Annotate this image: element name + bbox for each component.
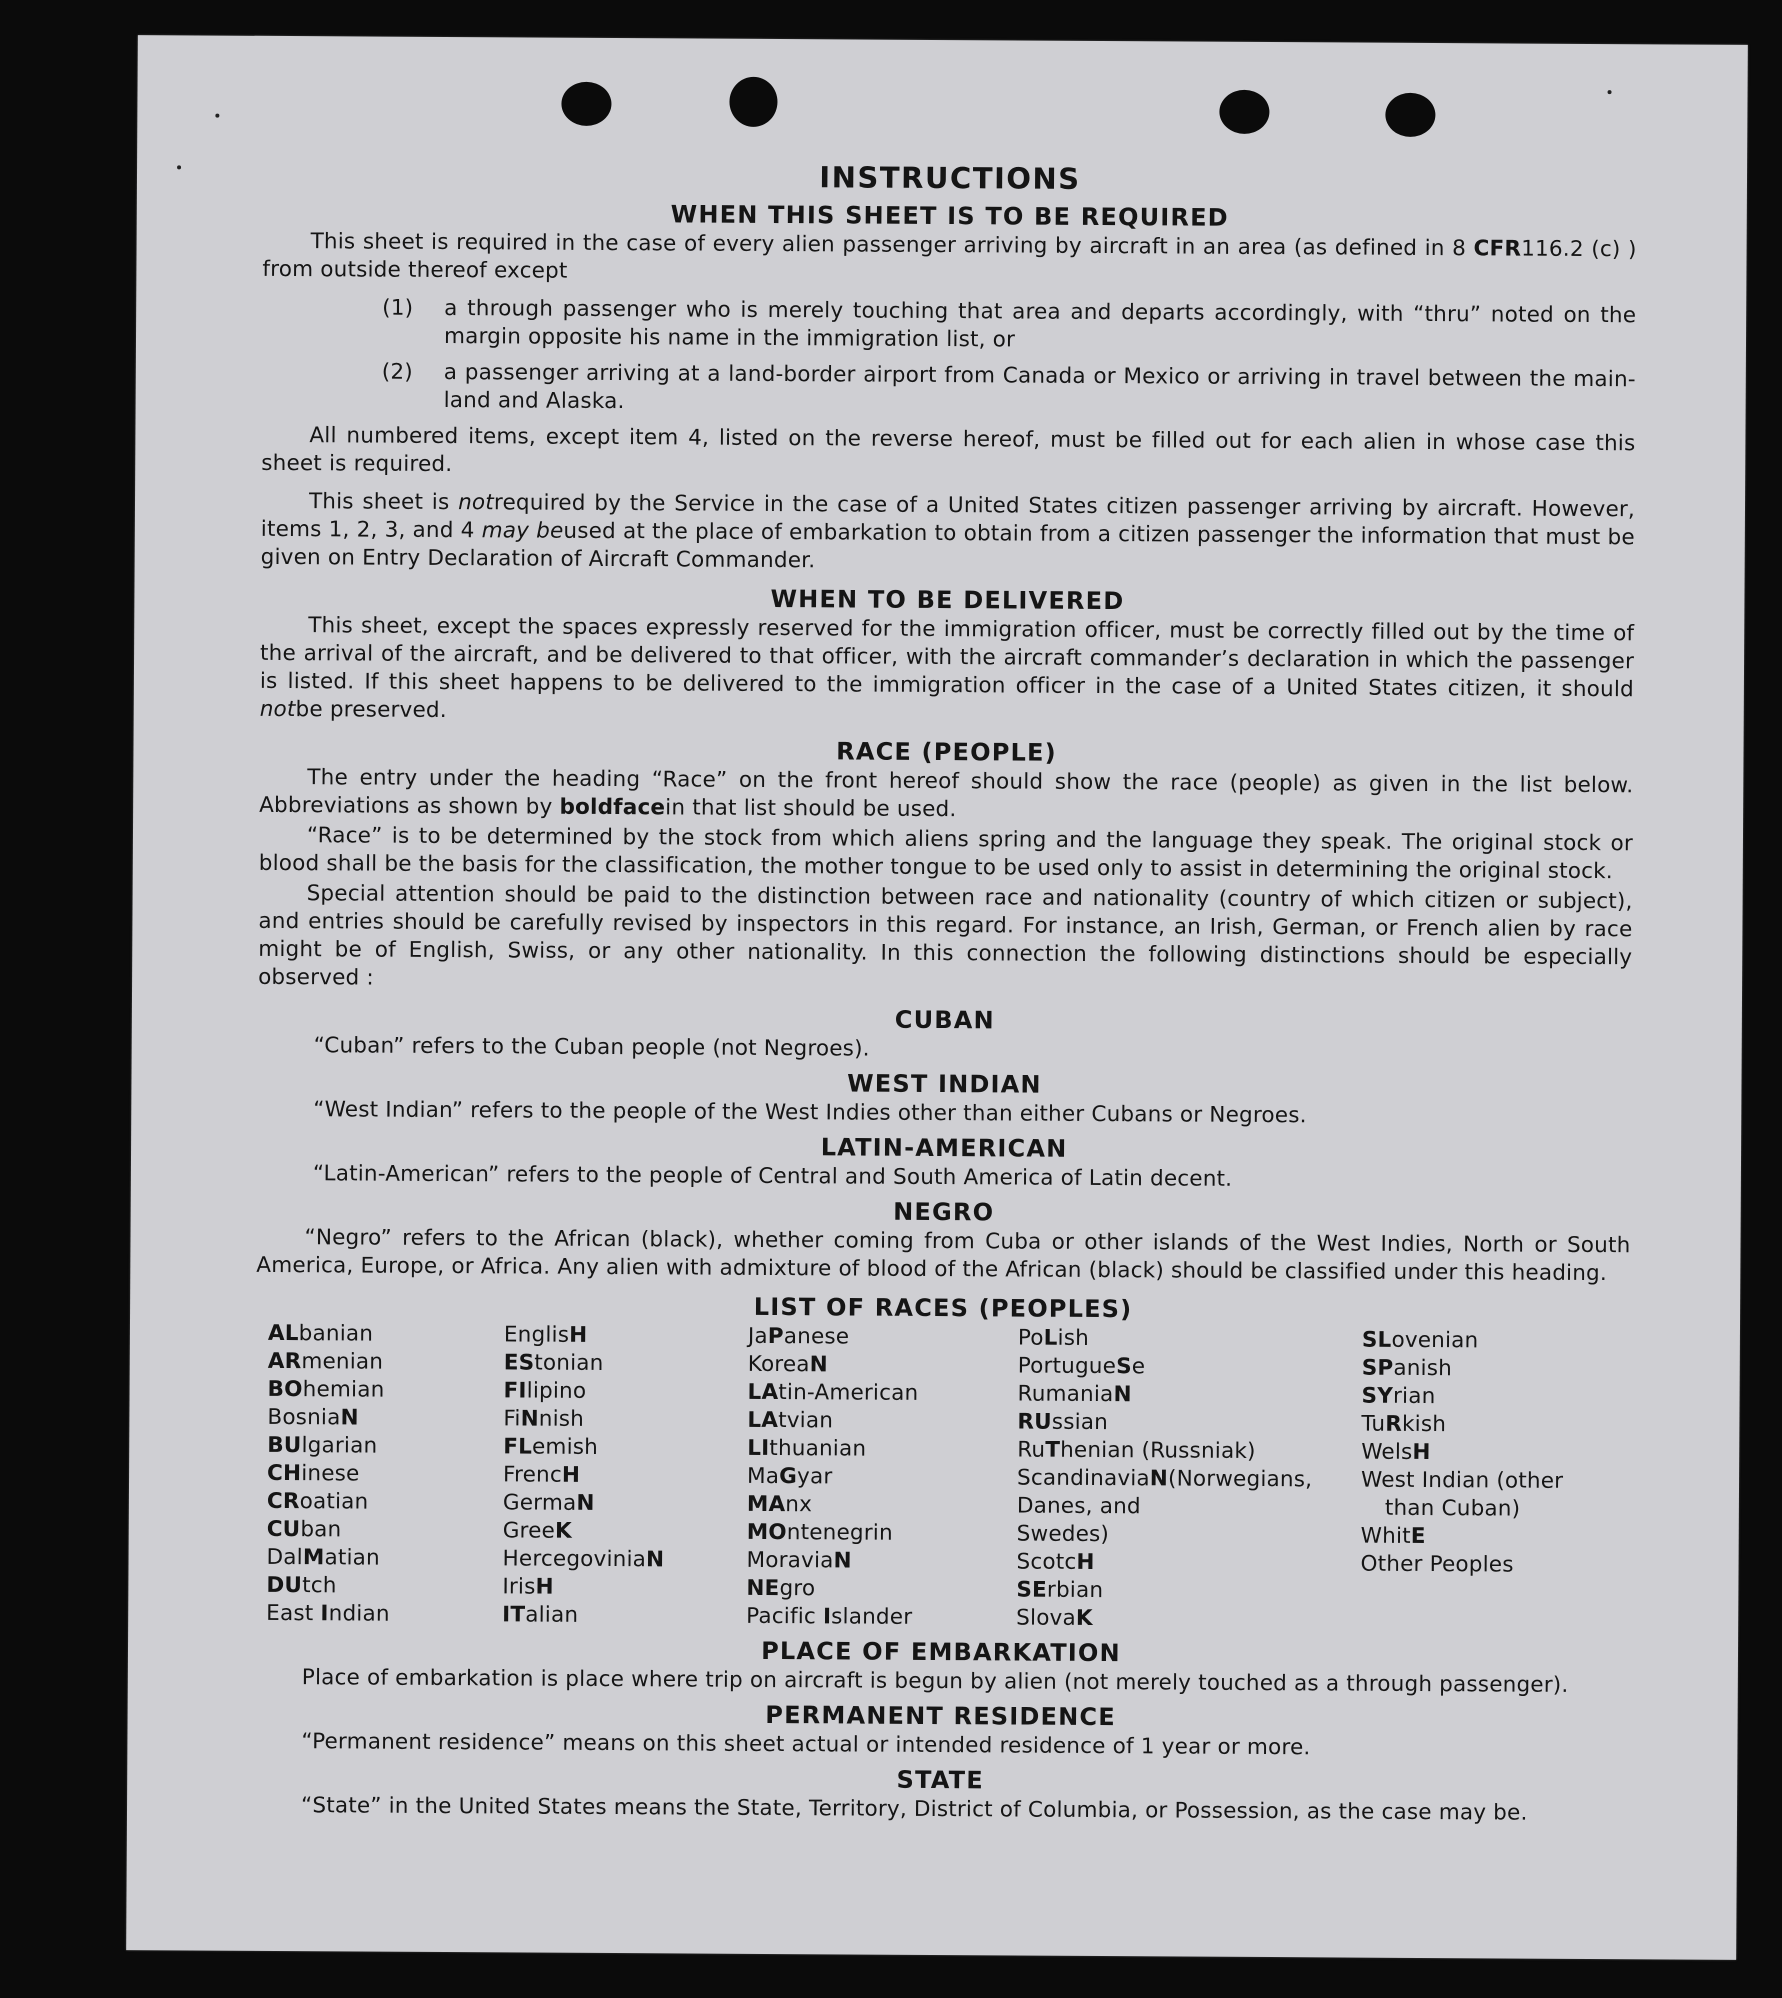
race-text: Englis (503, 1322, 570, 1348)
race-text: thuanian (769, 1435, 867, 1462)
race-text: emish (531, 1434, 599, 1460)
race-text: Frenc (502, 1462, 563, 1488)
race-text: Ma (746, 1463, 780, 1490)
speck (177, 165, 181, 169)
race-text: lgarian (301, 1433, 378, 1459)
race-entry (1360, 1551, 1620, 1581)
race-entry (1017, 1408, 1361, 1438)
section-heading: RACE (PEOPLE) (836, 737, 1057, 767)
race-abbrev: SP (1361, 1355, 1394, 1381)
punch-hole (1385, 93, 1435, 137)
race-entry (503, 1405, 747, 1434)
race-text: henian (Russniak) (1060, 1437, 1256, 1464)
race-text: Germa (502, 1490, 577, 1516)
race-entry (266, 1600, 502, 1629)
race-text: East (266, 1600, 321, 1627)
race-entry (747, 1379, 1017, 1409)
race-abbrev: K (554, 1518, 572, 1544)
paragraph: All numbered items, except item 4, listed on the reverse hereof, must be filled out for each alien in whose case this sheet is required. (261, 423, 1636, 478)
item-text: a passenger arriving at a land-border airport from Canada or Mexico or arriving in travel between the main-land and Alaska. (443, 359, 1636, 415)
race-entry (746, 1603, 1016, 1633)
race-text: inese (301, 1461, 360, 1487)
paragraph (261, 488, 1635, 580)
race-abbrev: N (520, 1406, 539, 1432)
race-abbrev: M (302, 1545, 325, 1571)
race-abbrev: BU (267, 1432, 302, 1459)
race-text: Scotc (1016, 1549, 1077, 1575)
race-text: Scandinavia (1016, 1465, 1150, 1492)
definition-text: “Permanent residence” means on this sheet actual or intended residence of 1 year or more. (301, 1729, 1311, 1761)
race-text: Korea (747, 1351, 810, 1378)
race-abbrev: I (320, 1601, 329, 1627)
race-entry (1017, 1464, 1361, 1494)
race-text: Gree (502, 1518, 556, 1544)
race-column (266, 1320, 504, 1629)
punch-hole (561, 82, 611, 126)
paragraph: Special attention should be paid to the distinction between race and nationality (country of which citizen or subject), and entries should be carefully revised by inspectors in this regard. For instance, an Irish, German, or French alien by race might be of English, Swiss, or any other nationality. In this connection the following distinctions should be especially observed : (258, 881, 1633, 991)
race-entry (268, 1348, 504, 1377)
race-abbrev: N (340, 1405, 359, 1431)
race-text: anese (783, 1324, 850, 1350)
section-heading: PLACE OF EMBARKATION (761, 1636, 1121, 1668)
race-entry (747, 1463, 1017, 1493)
race-entry (1017, 1520, 1361, 1550)
race-text: oatian (299, 1489, 369, 1515)
section-heading: CUBAN (894, 1005, 995, 1035)
race-abbrev: SY (1361, 1383, 1394, 1409)
section-heading: LIST OF RACES (PEOPLES) (753, 1292, 1133, 1324)
race-text: yar (796, 1464, 833, 1490)
race-column (746, 1323, 1018, 1633)
race-entry (504, 1321, 748, 1350)
race-abbrev: S (1116, 1354, 1132, 1380)
bold-text: CFR (1473, 236, 1522, 262)
race-text: ndian (328, 1601, 390, 1627)
race-abbrev: MO (746, 1519, 787, 1546)
race-abbrev: L (1043, 1325, 1058, 1351)
section-heading: PERMANENT RESIDENCE (765, 1700, 1116, 1732)
definition-text: “Latin-American” refers to the people of Central and South America of Latin decent. (312, 1161, 1233, 1192)
race-entry (747, 1491, 1017, 1521)
race-entry (748, 1351, 1018, 1381)
race-entry (504, 1377, 748, 1406)
race-text: (Norwegians, (1167, 1466, 1313, 1493)
race-text: slander (831, 1604, 913, 1630)
race-text: Portugue (1017, 1353, 1117, 1380)
text: This sheet is (308, 489, 459, 516)
race-abbrev: AR (267, 1348, 302, 1375)
race-abbrev: FL (503, 1434, 533, 1460)
paragraph (262, 228, 1636, 292)
speck (1608, 90, 1612, 94)
race-text: Swedes) (1016, 1521, 1110, 1548)
race-abbrev: E (1410, 1523, 1426, 1549)
race-text: tonian (534, 1350, 604, 1376)
race-entry (1016, 1548, 1360, 1578)
race-text: tch (302, 1573, 337, 1599)
text: The entry under the heading “Race” on the front hereof should show the race (people) as given in the list below. Abbreviations as shown by (259, 765, 1634, 820)
race-abbrev: H (535, 1574, 554, 1600)
race-text: Po (1017, 1325, 1044, 1351)
definition-text: “Negro” refers to the African (black), whether coming from Cuba or other islands of the West Indies, North or South America, Europe, or Africa. Any alien with admixture of blood of the African (black) should be classified under this heading. (256, 1225, 1631, 1287)
race-entry (1017, 1492, 1361, 1522)
race-text: Iris (502, 1574, 536, 1600)
section-heading: WHEN TO BE DELIVERED (770, 584, 1125, 616)
race-abbrev: LI (747, 1435, 770, 1461)
definition-text: Place of embarkation is place where trip on aircraft is begun by alien (not merely touched as a through passenger). (301, 1665, 1569, 1698)
race-abbrev: N (1113, 1382, 1132, 1408)
race-entry (504, 1349, 748, 1378)
race-abbrev: BO (267, 1376, 303, 1403)
item-number: (2) (381, 359, 413, 385)
race-abbrev: I (822, 1604, 832, 1630)
race-entry (267, 1488, 503, 1517)
text: required by the Service in the case of a United States citizen passenger arriving by aircraft. However, items 1, 2, 3, and 4 (260, 490, 1636, 544)
race-abbrev: CU (266, 1516, 301, 1543)
text: used at the place of embarkation to obtain from a citizen passenger the information that must be given on Entry Declaration of Aircraft Commander. (260, 518, 1635, 574)
race-text: Wels (1361, 1439, 1413, 1465)
race-abbrev: MA (746, 1491, 786, 1518)
race-text: Dal (266, 1544, 303, 1571)
section-heading: WEST INDIAN (847, 1069, 1042, 1099)
race-entry (1361, 1495, 1621, 1525)
paragraph: “Race” is to be determined by the stock from which aliens spring and the language they speak. The original stock or blood shall be the basis for the classification, the mother tongue to be used only to assist in determining the original stock. (258, 823, 1634, 885)
italic-text: not (458, 490, 494, 516)
race-abbrev: P (767, 1323, 784, 1350)
race-entry (503, 1461, 747, 1490)
race-entry (503, 1517, 747, 1546)
text: This sheet is required in the case of every alien passenger arriving by aircraft in an area (as defined in 8 (310, 229, 1474, 262)
race-abbrev: H (569, 1322, 588, 1348)
italic-text: not (259, 696, 296, 723)
race-text: Rumania (1017, 1381, 1114, 1408)
race-entry (1017, 1436, 1361, 1466)
race-entry (1361, 1523, 1621, 1553)
race-text: Hercegovinia (502, 1546, 647, 1573)
paragraph (260, 612, 1635, 732)
race-column (1360, 1327, 1622, 1637)
race-text: menian (301, 1349, 384, 1375)
race-entry (267, 1460, 503, 1489)
text: be preserved. (295, 697, 447, 724)
race-entry (502, 1573, 746, 1602)
list-item (382, 359, 1636, 423)
race-text: West Indian (other (1360, 1467, 1564, 1494)
race-abbrev: CH (267, 1460, 302, 1487)
italic-text: may be (481, 518, 564, 544)
punch-hole (1219, 90, 1269, 134)
race-text: kish (1401, 1411, 1447, 1438)
punch-hole (729, 77, 777, 127)
race-entry (502, 1545, 746, 1574)
section-heading: NEGRO (893, 1197, 995, 1227)
race-text: Whit (1360, 1523, 1411, 1549)
race-entry (503, 1433, 747, 1462)
race-text: Bosnia (267, 1404, 341, 1431)
definition-text: “Cuban” refers to the Cuban people (not Negroes). (313, 1033, 870, 1062)
definition-text: “West Indian” refers to the people of the West Indies other than either Cubans or Negroes. (313, 1097, 1307, 1129)
race-text: ovenian (1391, 1327, 1479, 1354)
race-entry (747, 1435, 1017, 1465)
race-entry (1361, 1411, 1621, 1441)
race-text: Pacific (746, 1603, 824, 1630)
race-text: alian (525, 1602, 579, 1628)
race-abbrev: FI (503, 1378, 527, 1404)
race-abbrev: T (1045, 1437, 1061, 1463)
race-entry (268, 1376, 504, 1405)
race-abbrev: CR (266, 1488, 300, 1515)
race-text: ish (1057, 1325, 1090, 1351)
race-entry (1017, 1380, 1361, 1410)
race-column (502, 1321, 748, 1630)
race-text: Slova (1016, 1605, 1076, 1631)
race-text: rian (1392, 1383, 1436, 1410)
race-abbrev: K (1075, 1605, 1093, 1631)
bold-text: boldface (559, 794, 666, 821)
race-entry (503, 1489, 747, 1518)
instructions-content (253, 160, 1637, 1832)
item-number: (1) (382, 295, 414, 321)
speck (215, 114, 219, 118)
list-item (382, 295, 1636, 359)
race-text: atian (324, 1545, 380, 1571)
race-entry (502, 1601, 746, 1630)
race-abbrev: IT (502, 1602, 526, 1628)
race-text: ban (300, 1517, 342, 1543)
race-entry (746, 1575, 1016, 1605)
race-text: Danes, and (1016, 1493, 1141, 1520)
race-abbrev: N (645, 1547, 665, 1573)
race-text: gro (779, 1576, 816, 1602)
race-entry (266, 1544, 502, 1573)
section-heading: STATE (896, 1765, 984, 1795)
race-text: Fi (503, 1406, 521, 1432)
race-entry (267, 1404, 503, 1433)
race-entry (1361, 1439, 1621, 1469)
race-entry (747, 1407, 1017, 1437)
race-abbrev: G (779, 1464, 798, 1490)
race-list (266, 1320, 1630, 1636)
race-abbrev: N (576, 1490, 595, 1516)
race-abbrev: H (1412, 1439, 1431, 1466)
race-text: Ja (747, 1323, 768, 1349)
section-heading: LATIN-AMERICAN (820, 1133, 1068, 1163)
race-text: tvian (778, 1408, 834, 1434)
race-text: Tu (1361, 1411, 1386, 1437)
race-abbrev: AL (267, 1320, 299, 1347)
page-title: INSTRUCTIONS (819, 160, 1081, 196)
race-entry (267, 1516, 503, 1545)
race-abbrev: LA (747, 1379, 779, 1406)
race-entry (1018, 1325, 1362, 1355)
section-heading: WHEN THIS SHEET IS TO BE REQUIRED (670, 200, 1229, 232)
race-entry (267, 1432, 503, 1461)
race-text: Moravia (746, 1547, 834, 1574)
text: in that list should be used. (665, 795, 957, 823)
race-entry (1016, 1576, 1360, 1606)
race-abbrev: RU (1017, 1409, 1052, 1435)
race-entry (1018, 1353, 1362, 1383)
race-abbrev: NE (746, 1575, 780, 1602)
race-entry (747, 1519, 1017, 1549)
race-text: ssian (1051, 1409, 1109, 1436)
race-abbrev: N (1149, 1466, 1169, 1492)
race-column (1016, 1325, 1362, 1635)
race-text: Ru (1017, 1437, 1046, 1463)
race-abbrev: SE (1016, 1577, 1048, 1603)
race-abbrev: R (1385, 1411, 1403, 1437)
race-text: tin-American (778, 1380, 919, 1406)
race-text: lipino (526, 1378, 587, 1404)
race-entry (266, 1572, 502, 1601)
race-entry (746, 1547, 1016, 1577)
race-abbrev: LA (747, 1407, 779, 1434)
race-entry (1016, 1604, 1360, 1634)
race-text: nx (785, 1492, 813, 1518)
race-text: ntenegrin (786, 1520, 893, 1546)
race-entry (1362, 1355, 1622, 1385)
race-entry (1361, 1383, 1621, 1413)
race-entry (748, 1323, 1018, 1353)
item-text: a through passenger who is merely touching that area and departs accordingly, with “thru” noted on the margin opposite his name in the immigration list, or (443, 295, 1637, 353)
race-text: Other Peoples (1360, 1551, 1514, 1578)
race-abbrev: ES (503, 1350, 535, 1376)
race-entry (1362, 1327, 1622, 1357)
race-text: banian (298, 1321, 374, 1347)
race-entry (268, 1320, 504, 1349)
race-entry (1361, 1467, 1621, 1497)
race-abbrev: N (809, 1352, 828, 1378)
race-text: nish (538, 1406, 585, 1432)
text: 116.2 (c) ) from outside thereof except (262, 236, 1637, 284)
race-abbrev: N (833, 1548, 852, 1574)
race-text: e (1131, 1354, 1146, 1380)
paragraph (259, 764, 1633, 828)
definition-text: “State” in the United States means the State, Territory, District of Columbia, or Possession, as the case may be. (300, 1793, 1528, 1826)
race-text: hemian (302, 1377, 385, 1403)
race-text: anish (1393, 1355, 1453, 1382)
race-abbrev: H (561, 1462, 581, 1488)
race-text: than Cuban) (1384, 1495, 1521, 1522)
race-abbrev: DU (266, 1572, 303, 1599)
text: This sheet, except the spaces expressly reserved for the immigration officer, must be correctly filled out by the time of the arrival of the aircraft, and be delivered to that officer, with the aircraft commander’s declaration in which the passenger is listed. If this sheet happens to be delivered to the immigration officer in the case of a United States citizen, it should (259, 613, 1635, 703)
race-abbrev: SL (1361, 1327, 1392, 1353)
document-sheet (126, 35, 1748, 1960)
race-text: rbian (1046, 1577, 1104, 1604)
race-abbrev: H (1076, 1549, 1095, 1575)
